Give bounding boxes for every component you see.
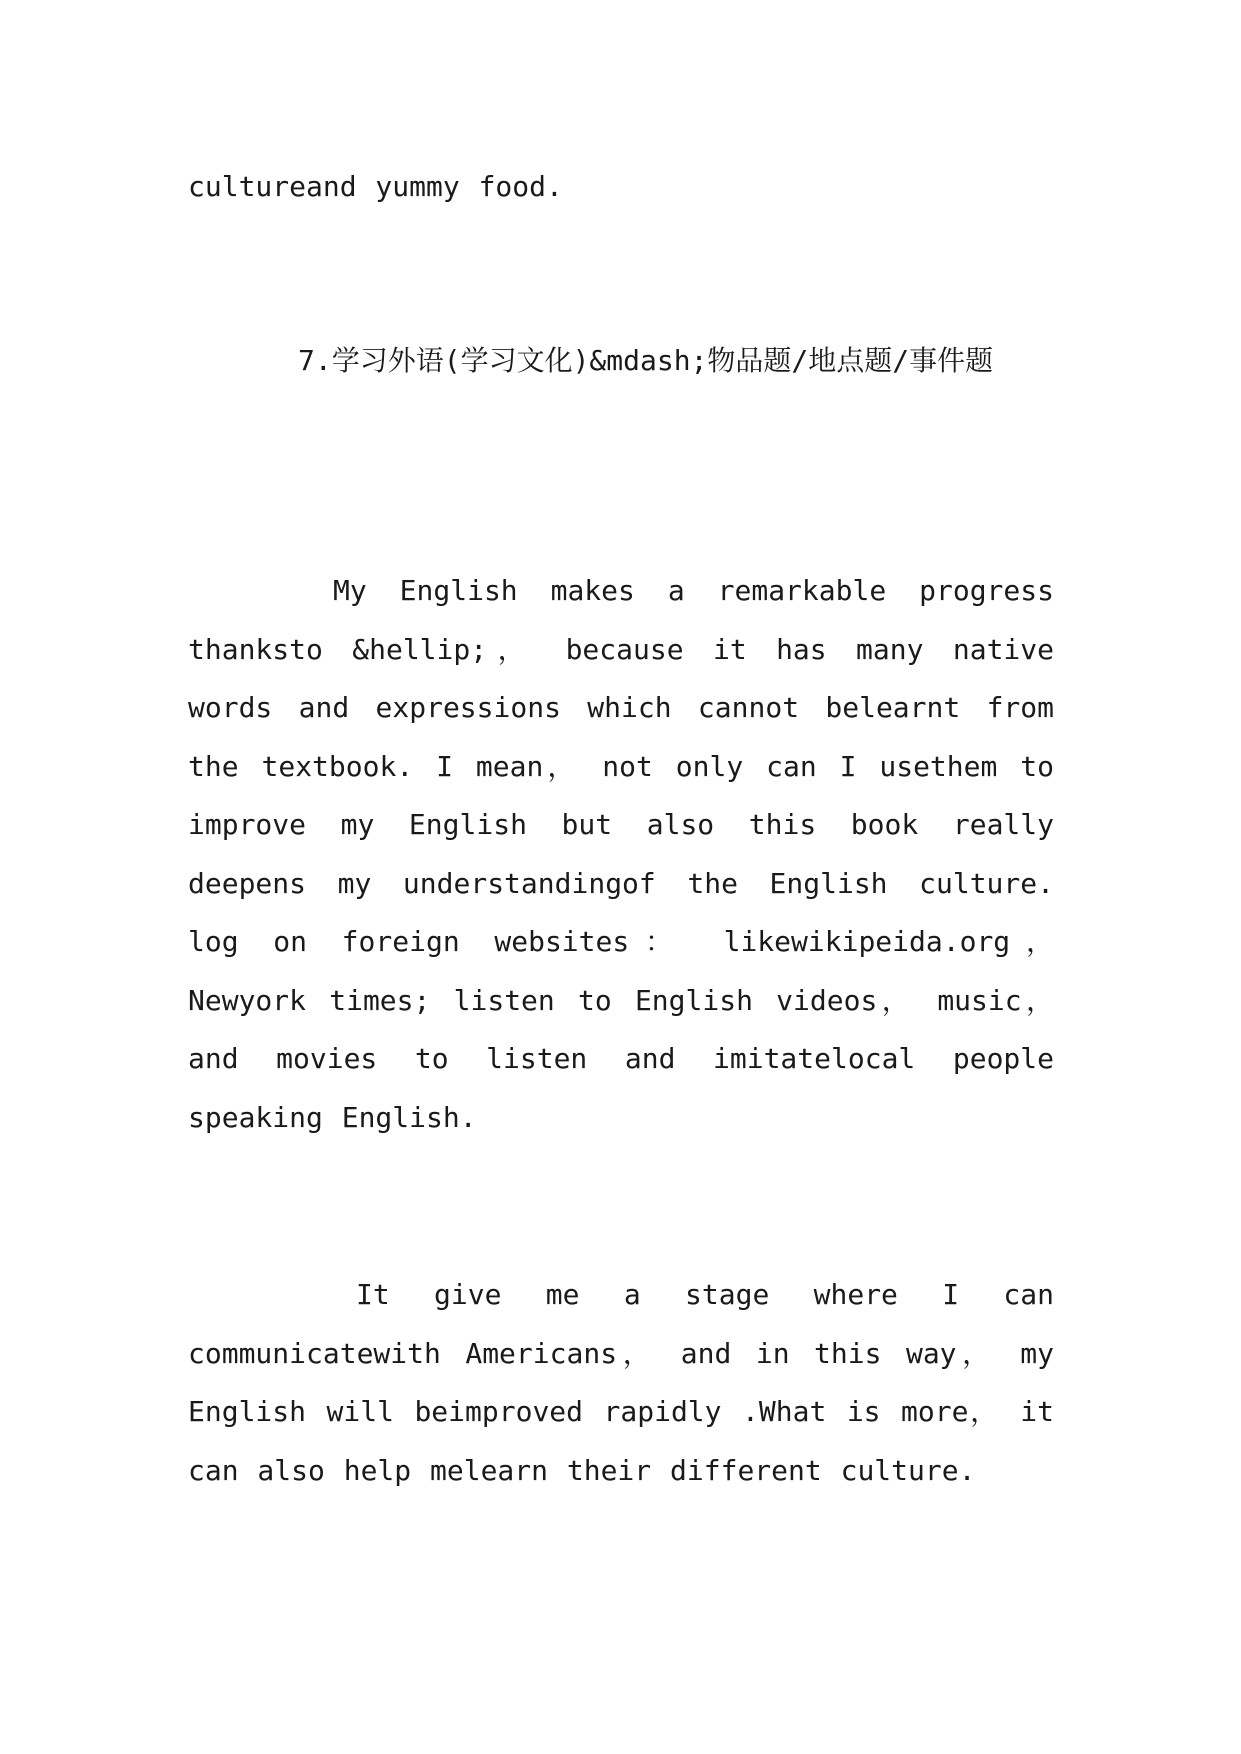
paragraph-continuation: cultureand yummy food. [188,170,563,203]
paragraph-body: It give me a stage where I can communicatewith Americans， and in this way， my English will beimproved rapidly .What is more， it can also help melearn their different culture. [188,1278,1054,1487]
section-heading: 7.学习外语(学习文化)&mdash;物品题/地点题/事件题 [298,344,994,377]
paragraph-body: My English makes a remarkable progress thanksto &hellip;， because it has many native words and expressions which cannot belearnt from the textbook. I mean， not only can I usethem to improve my English but also this book really deepens my understandingof the English culture. log on foreign websites： likewikipeida.org， Newyork times; listen to English videos， music， and movies to listen and imitatelocal people speaking English. [188,574,1054,1134]
